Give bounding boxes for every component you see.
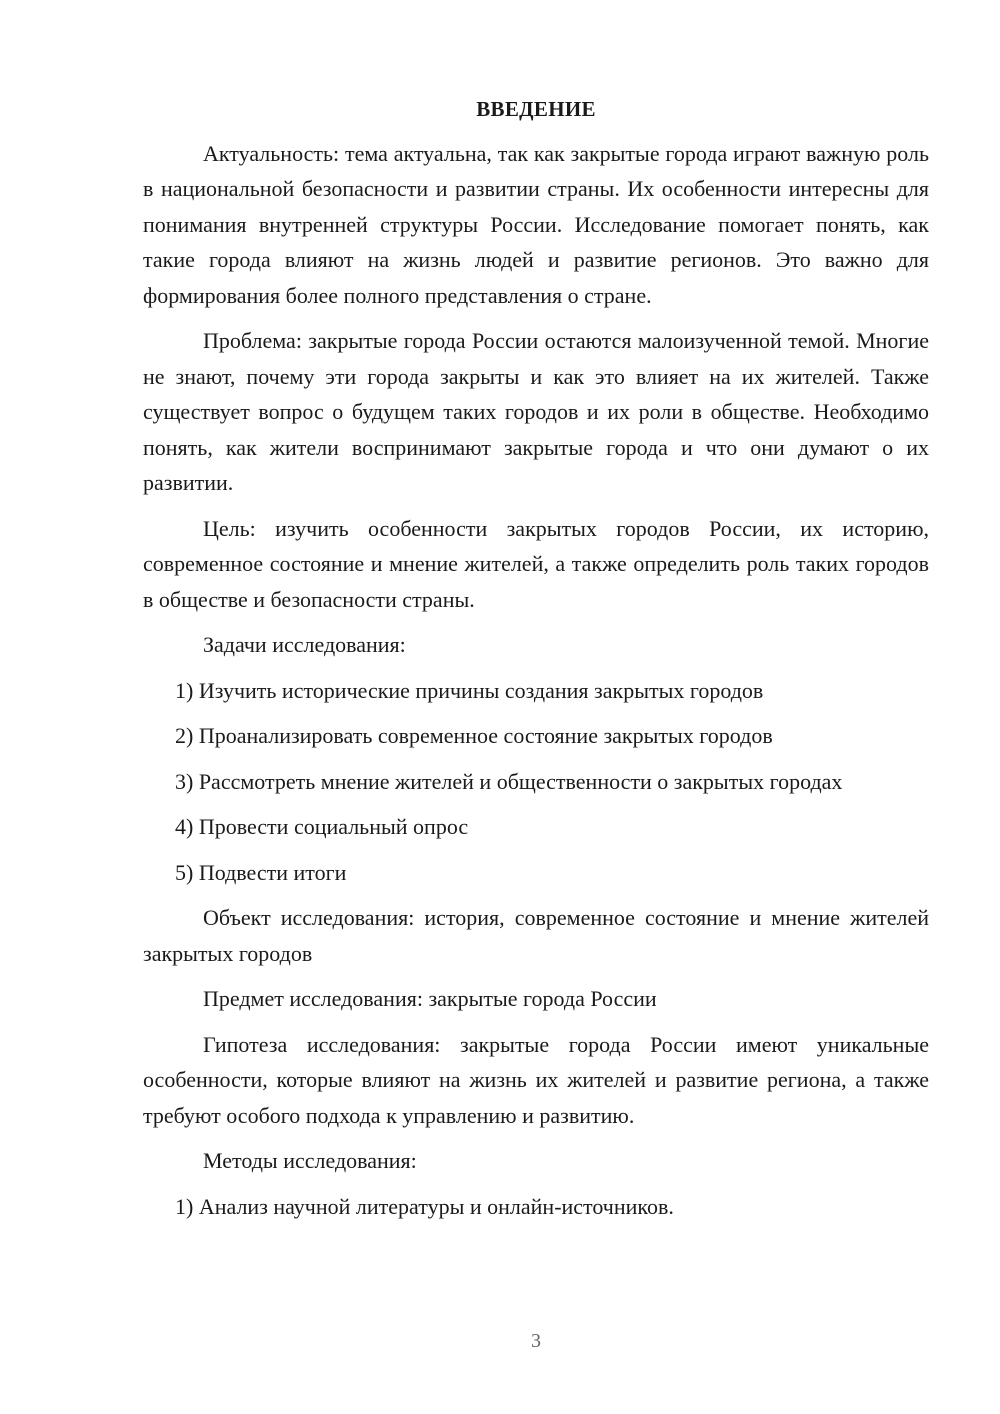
task-item-2: 2) Проанализировать современное состояние закрытых городов [175,723,773,748]
hypothesis-paragraph: Гипотеза исследования: закрытые города России имеют уникальные особенности, которые влияют на жизнь их жителей и развитие региона, а также требуют особого подхода к управлению и развитию. [143,1031,929,1128]
relevance-paragraph: Актуальность: тема актуальна, так как закрытые города играют важную роль в национальной безопасности и развитии страны. Их особенности интересны для понимания внутренней структуры России. Исследование помогает понять, как такие города влияют на жизнь людей и развитие регионов. Это важно для формирования более полного представления о стране. [143,140,929,308]
task-item-5: 5) Подвести итоги [175,859,347,885]
task-item-1: 1) Изучить исторические причины создания закрытых городов [175,677,764,703]
problem-paragraph: Проблема: закрытые города России остаются малоизученной темой. Многие не знают, почему эти города закрыты и как это влияет на их жителей. Также существует вопрос о будущем таких городов и их роли в обществе. Необходимо понять, как жители воспринимают закрытые города и что они думают о их развитии. [143,328,929,495]
tasks-heading: Задачи исследования: [203,632,406,657]
subject-paragraph: Предмет исследования: закрытые города России [203,986,657,1011]
object-paragraph: Объект исследования: история, современное состояние и мнение жителей закрытых городов [143,905,929,966]
method-item-1: 1) Анализ научной литературы и онлайн-источников. [175,1193,674,1219]
goal-paragraph: Цель: изучить особенности закрытых городов России, их историю, современное состояние и мнение жителей, а также определить роль таких городов в обществе и безопасности страны. [143,515,929,612]
section-title: ВВЕДЕНИЕ [476,97,596,121]
task-item-3: 3) Рассмотреть мнение жителей и общественности о закрытых городах [175,768,843,794]
page-number: 3 [531,1330,541,1352]
page-body [143,92,929,1234]
task-item-4: 4) Провести социальный опрос [175,814,469,839]
methods-heading: Методы исследования: [203,1148,417,1173]
